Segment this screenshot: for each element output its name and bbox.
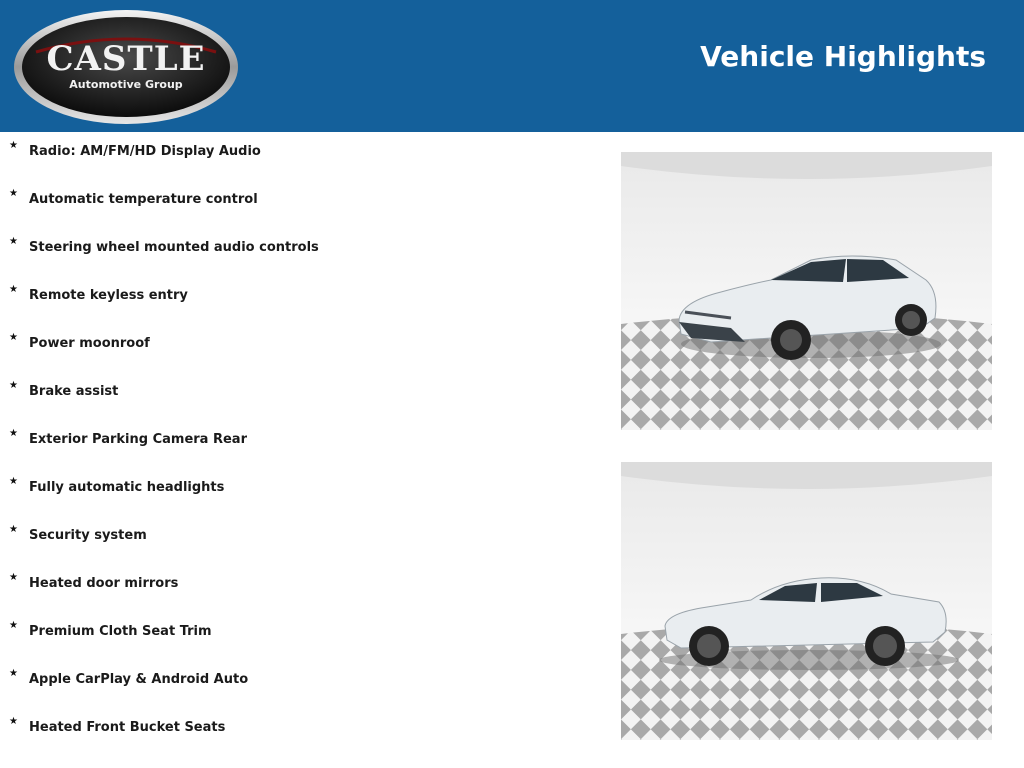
star-bullet-icon: ★	[9, 620, 18, 631]
feature-item	[0, 140, 600, 188]
star-bullet-icon: ★	[9, 284, 18, 295]
feature-label: Power moonroof	[29, 336, 150, 351]
feature-item	[0, 188, 600, 236]
star-bullet-icon: ★	[9, 524, 18, 535]
feature-label: Heated Front Bucket Seats	[29, 720, 226, 735]
star-bullet-icon: ★	[9, 188, 18, 199]
star-bullet-icon: ★	[9, 668, 18, 679]
feature-item	[0, 476, 600, 524]
feature-label: Automatic temperature control	[29, 192, 258, 207]
feature-label: Brake assist	[29, 384, 119, 399]
feature-label: Fully automatic headlights	[29, 480, 225, 495]
feature-list	[0, 140, 600, 764]
feature-label: Apple CarPlay & Android Auto	[29, 672, 249, 687]
feature-item	[0, 716, 600, 764]
feature-item	[0, 380, 600, 428]
feature-item	[0, 428, 600, 476]
vehicle-photo-side[interactable]	[621, 462, 992, 740]
star-bullet-icon: ★	[9, 140, 18, 151]
star-bullet-icon: ★	[9, 572, 18, 583]
feature-item	[0, 236, 600, 284]
star-bullet-icon: ★	[9, 332, 18, 343]
feature-label: Remote keyless entry	[29, 288, 188, 303]
feature-label: Radio: AM/FM/HD Display Audio	[29, 144, 261, 159]
feature-label: Security system	[29, 528, 147, 543]
star-bullet-icon: ★	[9, 236, 18, 247]
feature-label: Exterior Parking Camera Rear	[29, 432, 247, 447]
logo-sub-text: Automotive Group	[69, 78, 183, 91]
star-bullet-icon: ★	[9, 716, 18, 727]
feature-item	[0, 332, 600, 380]
feature-item	[0, 284, 600, 332]
feature-item	[0, 620, 600, 668]
castle-logo[interactable]	[12, 8, 240, 126]
feature-item	[0, 524, 600, 572]
feature-item	[0, 572, 600, 620]
feature-item	[0, 668, 600, 716]
feature-label: Steering wheel mounted audio controls	[29, 240, 319, 255]
feature-label: Heated door mirrors	[29, 576, 179, 591]
logo-main-text: CASTLE	[46, 39, 206, 79]
star-bullet-icon: ★	[9, 476, 18, 487]
header-banner	[0, 0, 1024, 132]
page-title: Vehicle Highlights	[700, 40, 986, 73]
vehicle-photo-front[interactable]	[621, 152, 992, 430]
star-bullet-icon: ★	[9, 428, 18, 439]
feature-label: Premium Cloth Seat Trim	[29, 624, 212, 639]
star-bullet-icon: ★	[9, 380, 18, 391]
